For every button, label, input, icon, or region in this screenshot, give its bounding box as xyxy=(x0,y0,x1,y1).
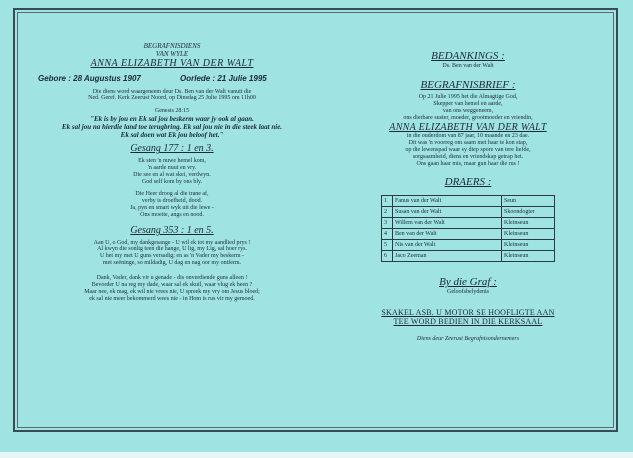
letter-line: van ons weggeneem, xyxy=(442,107,494,114)
bearer-number: 5 xyxy=(382,240,393,251)
hymn1-title: Gesang 177 : 1 en 3. xyxy=(130,143,214,155)
bearer-number: 4 xyxy=(382,229,393,240)
hymn2-line: U het my met U guns versadig; en as 'n Vader my beskerm - xyxy=(99,253,245,260)
table-row xyxy=(382,251,555,262)
table-row xyxy=(382,229,555,240)
hymn2-line: ek sal nie meer bekommerd wees nie - in Hom is rus vir my gemoed. xyxy=(89,295,255,302)
bearer-relation: Skoondogter xyxy=(502,207,555,218)
letter-line: op die lewenspad waar sy diep spore van tere liefde, xyxy=(405,147,531,154)
hymn2-line: Dank, Vader, dank vir u genade - dis onverdiende guns alleen ! xyxy=(96,275,248,282)
bearer-number: 1 xyxy=(382,196,393,207)
hymn1-line: Die Heer droog al die trane af, xyxy=(135,191,209,198)
bearer-number: 2 xyxy=(382,207,393,218)
letter-line: ons dierbare suster, moeder, grootmoeder en vriendin, xyxy=(403,114,533,121)
table-row xyxy=(382,207,555,218)
left-panel xyxy=(22,20,322,303)
hymn1-line: 'n aarde nuut en vry. xyxy=(147,164,197,171)
hymn2-line: Al kwyn die sonlig teen die hange, U lig, my Lig, sal hoer rys. xyxy=(97,246,247,253)
hymn2-line: met seëninge, so mildadig, U dag en nag oor my ontferm. xyxy=(102,260,242,267)
hymn2-title: Gesang 353 : 1 en 5. xyxy=(130,225,214,237)
death-date: Oorlede : 21 Julie 1995 xyxy=(180,73,267,83)
letter-title: BEGRAFNISBRIEF : xyxy=(420,78,516,91)
bearer-relation: Kleinseun xyxy=(502,218,555,229)
verse-reference: Genesis 28:15 xyxy=(154,108,190,115)
grave-text: Geloofsbelydenis xyxy=(447,288,489,295)
notice-line-1: SKAKEL ASB. U MOTOR SE HOOFLIGTE AAN xyxy=(381,307,555,317)
letter-deceased-name: ANNA ELIZABETH VAN DER WALT xyxy=(389,121,547,133)
notice-line-2: TEE WORD BEDIEN IN DIE KERKSAAL xyxy=(393,317,543,327)
table-row xyxy=(382,196,555,207)
bearer-name: Jaco Zeeman xyxy=(393,251,502,262)
bearer-relation: Kleinseun xyxy=(502,240,555,251)
hymn2-line: Maar nee, ek mag, ek wil nie vrees nie, U spreek my vry om Jesus bloed; xyxy=(84,288,260,295)
grave-title: By die Graf : xyxy=(439,276,497,289)
hymn1-line: verby is droefheid, dood. xyxy=(141,198,203,205)
undertaker-footer: Diens deur Zeerust Begrafnisondernemers xyxy=(416,336,520,343)
letter-line: Dit was 'n voorreg om saam met haar te kon stap, xyxy=(408,140,528,147)
right-panel xyxy=(336,20,600,343)
hymn1-line: God self kom by ons bly. xyxy=(141,178,203,185)
bearer-name: Susan van der Walt xyxy=(393,207,502,218)
letter-line: Op 21 Julie 1995 het die Almagtige God, xyxy=(418,94,518,101)
service-line-2: Ned. Geref. Kerk Zeerust Noord, op Dinsdag 25 Julie 1995 om 11h00 xyxy=(88,95,256,102)
bearer-relation: Kleinseun xyxy=(502,251,555,262)
verse-line-3: Ek sal doen wat Ek jou beloof het." xyxy=(120,131,224,140)
bearer-name: Nis van der Walt xyxy=(393,240,502,251)
verse-line-2: Ek sal jou na hierdie land toe terugbring. Ek sal jou nie in die steek laat nie. xyxy=(61,123,283,132)
bearer-number: 6 xyxy=(382,251,393,262)
hymn1-line: Die see en al wat skei, verdwyn. xyxy=(133,171,211,178)
thanks-name: Ds. Ben van der Walt xyxy=(442,62,494,69)
bearers-title: DRAERS : xyxy=(444,175,492,188)
birth-date: Gebore : 28 Augustus 1907 xyxy=(38,73,141,83)
page-bottom-edge xyxy=(0,452,633,458)
bearer-number: 3 xyxy=(382,218,393,229)
letter-line: Skepper van hemel en aarde, xyxy=(433,101,503,108)
hymn2-line: Bevorder U na reg my dade, waar sal ek skuil, waar vlug ek heen ? xyxy=(91,281,253,288)
bearer-relation: Kleinseun xyxy=(502,229,555,240)
table-row xyxy=(382,240,555,251)
heading-service: BEGRAFNISDIENS xyxy=(143,42,201,50)
hymn2-line: Aan U, o God, my dankgesange - U wil ek tot my aandlied prys ! xyxy=(93,239,251,246)
deceased-name: ANNA ELIZABETH VAN DER WALT xyxy=(90,58,254,70)
table-row xyxy=(382,218,555,229)
hymn1-line: Ja, pyn en smart wyk uit die lewe - xyxy=(130,205,214,212)
heading-of: VAN WYLE xyxy=(155,50,189,59)
bearer-relation: Seun xyxy=(502,196,555,207)
letter-line: sorgsaamheid, diens en vriendskap getrap het. xyxy=(412,153,524,160)
letter-line: in die ouderdom van 87 jaar, 10 maande en 23 dae. xyxy=(406,133,530,140)
bearer-name: Ben van der Walt xyxy=(393,229,502,240)
bearer-name: Fanus van der Walt xyxy=(393,196,502,207)
thanks-title: BEDANKINGS : xyxy=(431,50,505,62)
bearer-name: Willem van der Walt xyxy=(393,218,502,229)
verse-line-1: "Ek is by jou en Ek sal jou beskerm waar jy ook al gaan. xyxy=(90,115,254,124)
hymn1-line: Ons moeite, angs en nood. xyxy=(140,212,204,219)
letter-line: Ons gaan haar mis, maar gun haar die rus ! xyxy=(416,160,520,167)
hymn1-line: Ek sien 'n nuwe hemel kom, xyxy=(138,157,206,164)
bearers-table xyxy=(381,195,555,262)
service-line-1: Die diens word waargeneem deur Ds. Ben van der Walt vanuit die xyxy=(92,88,252,95)
